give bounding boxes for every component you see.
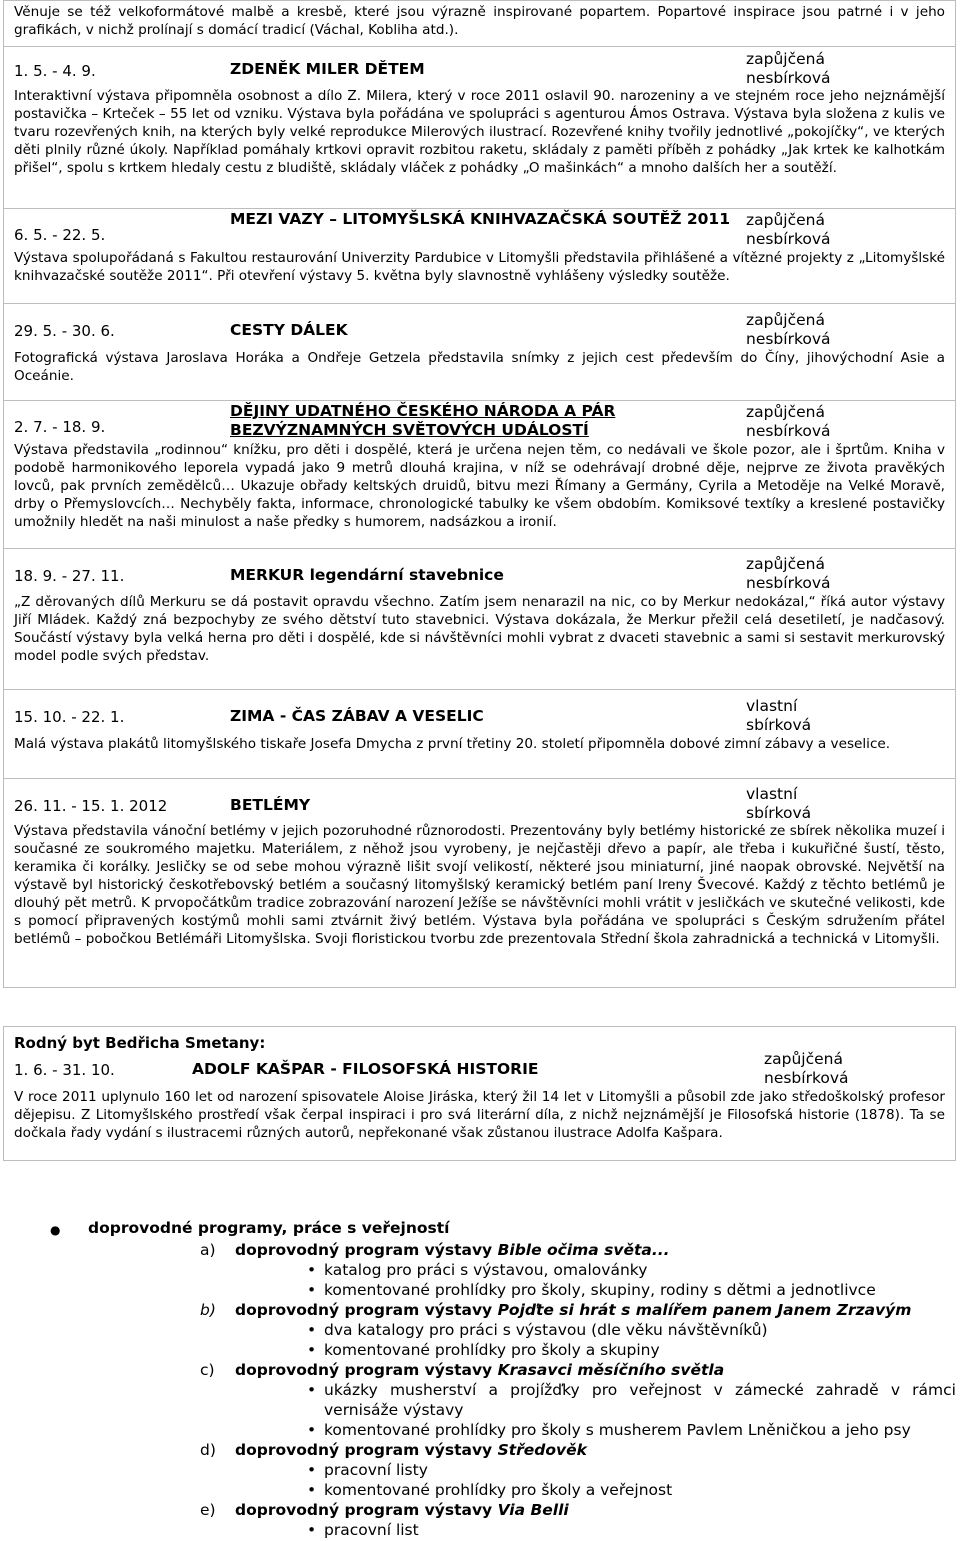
- exhibition-status-collection: nesbírková: [746, 69, 831, 87]
- program-item: • dva katalogy pro práci s výstavou (dle věku návštěvníků): [324, 1320, 768, 1340]
- exhibition-header: [14, 209, 945, 249]
- program-b: [200, 1300, 911, 1320]
- exhibition-header: [14, 549, 945, 593]
- bullet-icon: ●: [50, 1223, 61, 1237]
- exhibition-status-type: vlastní: [746, 697, 798, 715]
- exhibition-3: [4, 304, 956, 401]
- exhibition-text: Výstava spolupořádaná s Fakultou restaurování Univerzity Pardubice v Litomyšli představila přihlášené a vítězné projekty z „Litomyšlské knihvazačské soutěže 2011“. Při otevření výstavy 5. května byly slavnostně vyhlášeny výsledky soutěže.: [14, 250, 945, 284]
- program-label: doprovodný program výstavy: [235, 1241, 498, 1259]
- exhibition-6: [4, 690, 956, 779]
- program-letter: d): [200, 1441, 216, 1459]
- exhibition-title: MERKUR legendární stavebnice: [230, 566, 504, 584]
- smetana-text: V roce 2011 uplynulo 160 let od narození spisovatele Aloise Jiráska, který žil 14 let v Litomyšli a působil zde jako středoškolský profesor dějepisu. Z Litomyšlského prostředí však čerpal inspiraci i pro svá literární díla, z nichž nejznámější je Filosofská historie (1878). Ta se dočkala řady vydání s ilustracemi různých autorů, nepřekonané však zůstanou ilustrace Adolfa Kašpara.: [14, 1089, 945, 1141]
- exhibition-title: MEZI VAZY – LITOMYŠLSKÁ KNIHVAZAČSKÁ SOUTĚŽ 2011: [230, 210, 730, 228]
- program-letter: b): [200, 1301, 216, 1319]
- smetana-status-collection: nesbírková: [764, 1069, 849, 1087]
- exhibition-text: Interaktivní výstava připomněla osobnost a dílo Z. Milera, který v roce 2011 oslavil 90. narozeniny a ve stejném roce jeho nejznámější postavička – Krteček – 55 let od vzniku. Výstava byla pořádána ve spolupráci s agenturou Ámos Ostrava. Výstava byla složena z kulis ve tvaru rozevřených knih, na kterých byly velké reprodukce Milerových ilustrací. Rozevřené knihy tvořily jednotlivé „pokojíčky“, ve kterých děti plnily různé úkoly. Například pomáhaly krtkovi opravit rozbitou raketu, skládaly z paměti příběh z pohádky „Jak krtek ke kalhotkám přišel“, spolu s krtkem hledaly cestu z bludiště, skládaly vláček z pohádky „O mašinkách“ a mnoho dalších her a soutěží.: [14, 88, 945, 176]
- program-item: • pracovní list: [324, 1520, 419, 1540]
- exhibition-date: 1. 5. - 4. 9.: [14, 62, 96, 80]
- exhibition-status-collection: nesbírková: [746, 574, 831, 592]
- exhibition-header: [14, 690, 945, 735]
- exhibition-status-type: zapůjčená: [746, 311, 825, 329]
- program-exhibition-name: Krasavci měsíčního světla: [497, 1361, 725, 1379]
- exhibition-date: 15. 10. - 22. 1.: [14, 708, 125, 726]
- program-exhibition-name: Via Belli: [497, 1501, 569, 1519]
- program-item: • komentované prohlídky pro školy s musherem Pavlem Lněničkou a jeho psy: [324, 1420, 911, 1440]
- program-exhibition-name: Bible očima světa...: [497, 1241, 670, 1259]
- program-e: [200, 1500, 569, 1520]
- program-label: doprovodný program výstavy: [235, 1301, 498, 1319]
- intro-text: Věnuje se též velkoformátové malbě a kresbě, které jsou výrazně inspirované popartem. Popartové inspirace jsou patrné i v jeho grafikách, v nichž prolínají s domácí tradicí (Váchal, Kobliha atd.).: [14, 4, 945, 38]
- exhibition-4: [4, 401, 956, 549]
- exhibition-header: [14, 401, 945, 441]
- smetana-date: 1. 6. - 31. 10.: [14, 1061, 115, 1079]
- program-label: doprovodný program výstavy: [235, 1361, 498, 1379]
- exhibition-header: [14, 47, 945, 87]
- exhibition-text: Výstava představila „rodinnou“ knížku, pro děti i dospělé, která je určena nejen těm, co nedávali ve škole pozor, ale i šprtům. Kniha v podobě harmonikového leporela vypadá jako 9 metrů dlouhá krajina, v níž se odehrávají drobné děje, nejprve ze života pravěkých lovců, pak prvních zemědělců… Ukazuje obřady keltských druidů, bitvu mezi Římany a Germány, Cyrila a Metoděje na Velké Moravě, drby o Přemyslovcích… Nechyběly fakta, informace, chronologické tabulky ke všem obdobím. Komiksové textíky a kreslené postavičky umožnily hledět na naši minulost a naše předky s humorem, nadsázkou a ironií.: [14, 442, 945, 530]
- program-d: [200, 1440, 587, 1460]
- program-label: doprovodný program výstavy: [235, 1441, 498, 1459]
- exhibition-header: [14, 779, 945, 822]
- exhibition-title: DĚJINY UDATNÉHO ČESKÉHO NÁRODA A PÁR BEZVÝZNAMNÝCH SVĚTOVÝCH UDÁLOSTÍ: [230, 402, 616, 439]
- exhibition-title: BETLÉMY: [230, 796, 311, 814]
- exhibition-1: [4, 47, 956, 209]
- exhibition-date: 26. 11. - 15. 1. 2012: [14, 797, 168, 815]
- spacer-cell: [4, 988, 956, 1027]
- exhibition-text: Fotografická výstava Jaroslava Horáka a Ondřeje Getzela představila snímky z jejich cest především do Číny, jihovýchodní Asie a Oceánie.: [14, 350, 945, 384]
- exhibition-date: 6. 5. - 22. 5.: [14, 226, 106, 244]
- exhibition-status-collection: sbírková: [746, 804, 812, 822]
- program-item: • komentované prohlídky pro školy, skupiny, rodiny s dětmi a jednotlivce: [324, 1280, 876, 1300]
- program-a: [200, 1240, 670, 1260]
- smetana-status-type: zapůjčená: [764, 1050, 843, 1068]
- program-exhibition-name: Pojďte si hrát s malířem panem Janem Zrzavým: [497, 1301, 912, 1319]
- program-item: • komentované prohlídky pro školy a veřejnost: [324, 1480, 672, 1500]
- program-exhibition-name: Středověk: [497, 1441, 587, 1459]
- programs-heading: doprovodné programy, práce s veřejností: [88, 1219, 450, 1237]
- exhibition-status-type: zapůjčená: [746, 555, 825, 573]
- exhibition-status-type: vlastní: [746, 785, 798, 803]
- program-item: • katalog pro práci s výstavou, omalovánky: [324, 1260, 647, 1280]
- program-label: doprovodný program výstavy: [235, 1501, 498, 1519]
- exhibition-date: 29. 5. - 30. 6.: [14, 322, 115, 340]
- program-item: • pracovní listy: [324, 1460, 428, 1480]
- program-letter: a): [200, 1241, 216, 1259]
- program-letter: c): [200, 1361, 215, 1379]
- smetana-section: [4, 1027, 956, 1161]
- exhibition-title: ZIMA - ČAS ZÁBAV A VESELIC: [230, 707, 484, 725]
- exhibition-title: ZDENĚK MILER DĚTEM: [230, 60, 425, 78]
- intro-cell: [4, 1, 956, 47]
- exhibition-text: Malá výstava plakátů litomyšlského tiskaře Josefa Dmycha z první třetiny 20. století připomněla dobové zimní zábavy a veselice.: [14, 736, 891, 752]
- exhibition-status-collection: nesbírková: [746, 422, 831, 440]
- exhibition-header: [14, 304, 945, 349]
- exhibition-title: CESTY DÁLEK: [230, 321, 348, 339]
- exhibition-text: „Z děrovaných dílů Merkuru se dá postavit opravdu všechno. Zatím jsem nenarazil na nic, co by Merkur nedokázal,“ říká autor výstavy Jiří Mládek. Každý zná bezpochyby ze svého dětství tuto stavebnici. Výstava dokázala, že Merkur přežil celá desetiletí, je nadčasový. Součástí výstavy byla velká herna pro děti i dospělé, kde si návštěvníci mohli vybrat z dvaceti stavebnic a sami si sestavit merkurovský model podle svých představ.: [14, 594, 945, 664]
- program-c: [200, 1360, 724, 1380]
- exhibition-status-collection: sbírková: [746, 716, 812, 734]
- exhibition-status-collection: nesbírková: [746, 230, 831, 248]
- exhibition-7: [4, 779, 956, 988]
- exhibition-date: 2. 7. - 18. 9.: [14, 418, 106, 436]
- exhibition-text: Výstava představila vánoční betlémy v jejich pozoruhodné různorodosti. Prezentovány byly betlémy historické ze sbírek několika muzeí i současné ze soukromého majetku. Materiálem, z něhož jsou vyrobeny, je nejčastěji dřevo a papír, ale třeba i kukuřičné šustí, těsto, keramika či korálky. Jesličky se od sebe mohou výrazně lišit svojí velikostí, některé jsou miniaturní, jiné naopak obrovské. Největší na výstavě byl historický českotřebovský betlém a současný litomyšlský keramický betlém paní Ireny Švecové. Každý z těchto betlémů je dlouhý pět metrů. K prvopočátkům tradice zobrazování narození Ježíše se návštěvníci mohli vrátit v jesličkách ve skutečné velikosti, kde s pomocí připravených kostýmů mohli sami ztvárnit živý betlém. Výstava byla pořádána ve spolupráci s Českým sdružením přátel betlémů – pobočkou Betlémáři Litomyšlska. Svoji floristickou tvorbu zde prezentovala Střední škola zahradnická a technická v Litomyšli.: [14, 823, 945, 947]
- exhibitions-table: [3, 0, 956, 1161]
- smetana-header: [14, 1052, 945, 1088]
- program-letter: e): [200, 1501, 216, 1519]
- exhibition-date: 18. 9. - 27. 11.: [14, 567, 125, 585]
- smetana-heading: Rodný byt Bedřicha Smetany:: [14, 1034, 266, 1052]
- exhibition-5: [4, 549, 956, 690]
- exhibition-2: [4, 209, 956, 304]
- exhibition-status-type: zapůjčená: [746, 211, 825, 229]
- exhibition-status-type: zapůjčená: [746, 403, 825, 421]
- exhibition-status-type: zapůjčená: [746, 50, 825, 68]
- smetana-title: ADOLF KAŠPAR - FILOSOFSKÁ HISTORIE: [192, 1060, 539, 1078]
- program-item: • komentované prohlídky pro školy a skupiny: [324, 1340, 660, 1360]
- exhibition-status-collection: nesbírková: [746, 330, 831, 348]
- program-item: • ukázky musherství a projížďky pro veřejnost v zámecké zahradě v rámci vernisáže výstavy: [324, 1380, 956, 1420]
